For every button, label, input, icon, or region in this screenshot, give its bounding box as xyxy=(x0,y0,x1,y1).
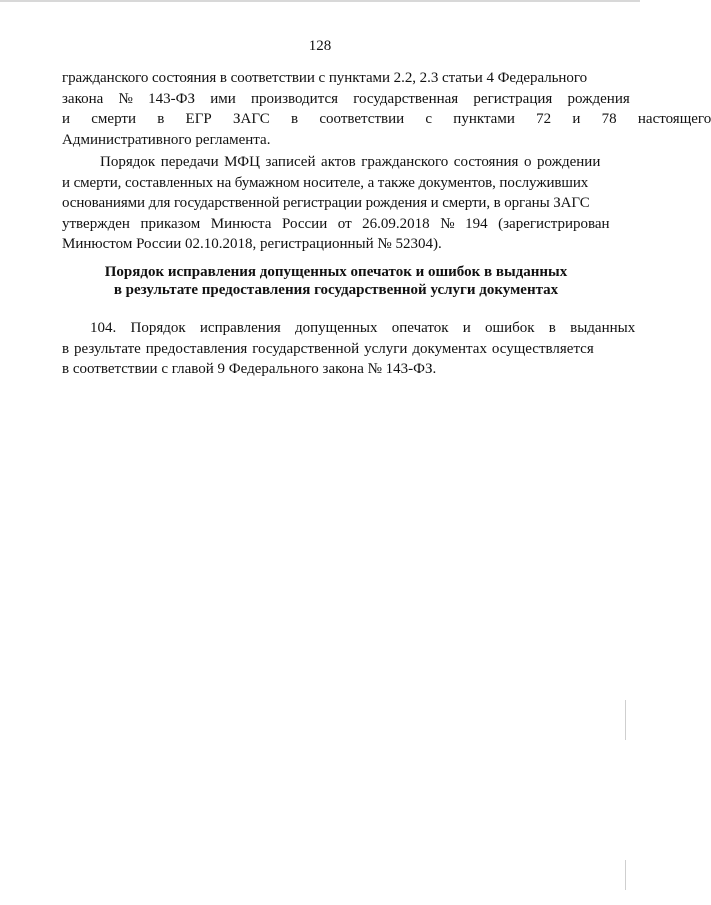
paragraph-line: в результате предоставления государственной услуги документах осуществляется xyxy=(62,340,594,357)
paragraph-line: гражданского состояния в соответствии с пунктами 2.2, 2.3 статьи 4 Федерального xyxy=(62,70,588,86)
paragraph-line: в соответствии с главой 9 Федерального закона № 143-ФЗ. xyxy=(62,361,437,377)
page-number: 128 xyxy=(308,38,332,54)
section-heading xyxy=(62,264,610,299)
paragraph-transfer-order xyxy=(62,152,610,255)
paragraph-line: и смерти, составленных на бумажном носителе, а также документов, послуживших xyxy=(62,174,589,191)
paragraph-line: 104. Порядок исправления допущенных опечаток и ошибок в выданных xyxy=(90,320,636,336)
paragraph-line: и смерти в ЕГР ЗАГС в соответствии с пунктами 72 и 78 настоящего xyxy=(62,111,711,127)
paragraph-line: Административного регламента. xyxy=(62,131,271,148)
scan-artifact xyxy=(625,860,626,890)
paragraph-line: Порядок передачи МФЦ записей актов гражданского состояния о рождении xyxy=(100,154,601,170)
paragraph-104 xyxy=(62,318,636,380)
paragraph-continuation xyxy=(62,68,711,150)
scan-artifact xyxy=(625,700,626,740)
paragraph-line: Минюстом России 02.10.2018, регистрационный № 52304). xyxy=(62,236,442,252)
heading-line: в результате предоставления государственной услуги документах xyxy=(113,281,559,298)
paragraph-line: утвержден приказом Минюста России от 26.09.2018 № 194 (зарегистрирован xyxy=(62,215,610,232)
paragraph-line: основаниями для государственной регистрации рождения и смерти, в органы ЗАГС xyxy=(62,195,590,211)
top-border xyxy=(0,0,640,2)
heading-line: Порядок исправления допущенных опечаток и ошибок в выданных xyxy=(104,264,568,280)
paragraph-line: закона № 143-ФЗ ими производится государственная регистрация рождения xyxy=(62,90,630,107)
